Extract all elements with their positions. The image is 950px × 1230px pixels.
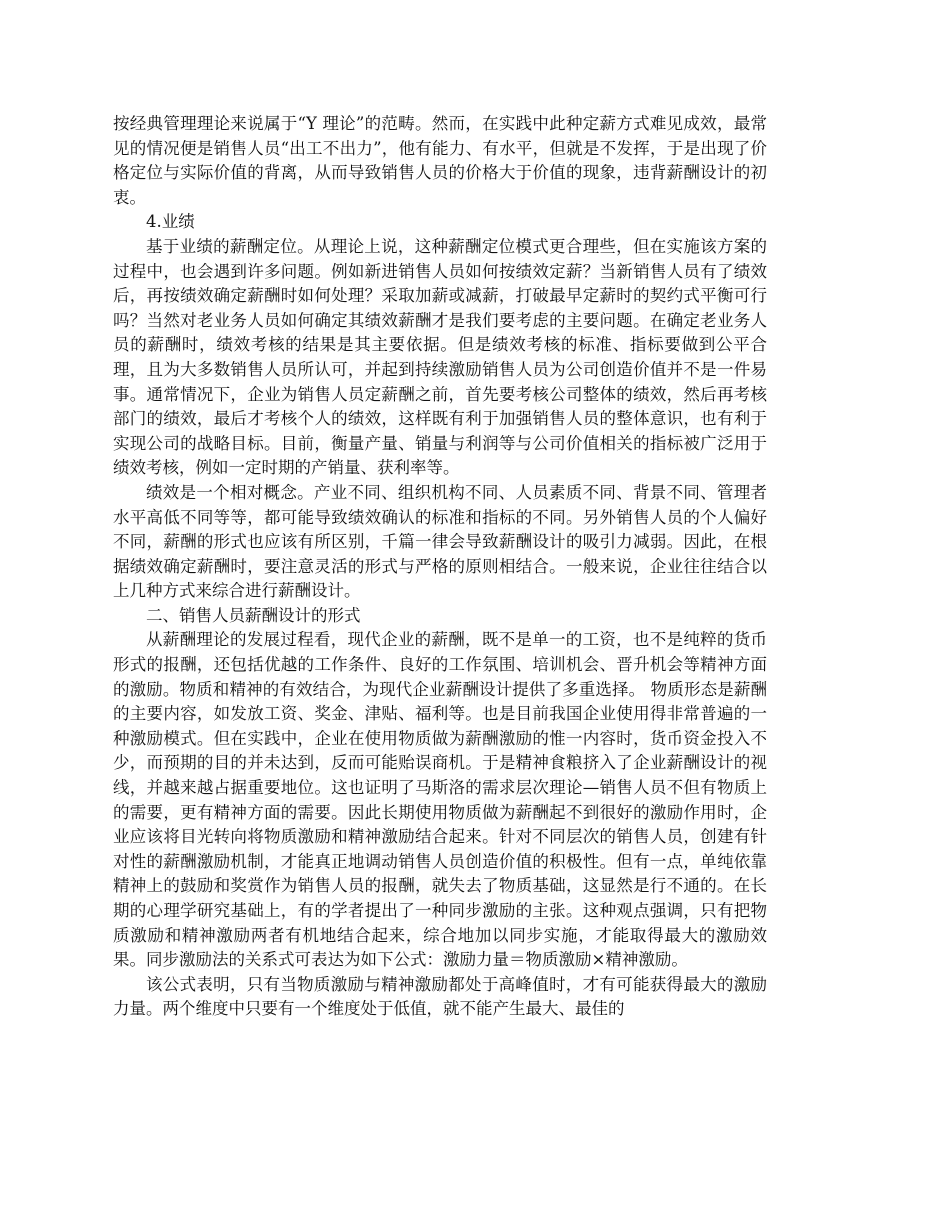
paragraph-formula-explanation: 该公式表明，只有当物质激励与精神激励都处于高峰值时，才有可能获得最大的激励力量。两个维度中只要有一个维度处于低值，就不能产生最大、最佳的 (113, 974, 767, 1019)
section-heading-performance: 4.业绩 (146, 212, 195, 232)
paragraph-performance-pricing: 基于业绩的薪酬定位。从理论上说，这种薪酬定位模式更合理些，但在实施该方案的过程中，也会遇到许多问题。例如新进销售人员如何按绩效定薪？当新销售人员有了绩效后，再按绩效确定薪酬时如何处理？采取加薪或减薪，打破最早定薪时的契约式平衡可行吗？当然对老业务人员如何确定其绩效薪酬才是我们要考虑的主要问题。在确定老业务人员的薪酬时，绩效考核的结果是其主要依据。但是绩效考核的标准、指标要做到公平合理，且为大多数销售人员所认可，并起到持续激励销售人员为公司创造价值并不是一件易事。通常情况下，企业为销售人员定薪酬之前，首先要考核公司整体的绩效，然后再考核部门的绩效，最后才考核个人的绩效，这样既有利于加强销售人员的整体意识，也有利于实现公司的战略目标。目前，衡量产量、销量与利润等与公司价值相关的指标被广泛用于绩效考核，例如一定时期的产销量、获利率等。 (113, 236, 767, 478)
document-page (113, 112, 767, 1022)
paragraph-relative-concept: 绩效是一个相对概念。产业不同、组织机构不同、人员素质不同、背景不同、管理者水平高低不同等等，都可能导致绩效确认的标准和指标的不同。另外销售人员的个人偏好不同，薪酬的形式也应该有所区别，千篇一律会导致薪酬设计的吸引力减弱。因此，在根据绩效确定薪酬时，要注意灵活的形式与严格的原则相结合。一般来说，企业往往结合以上几种方式来综合进行薪酬设计。 (113, 482, 767, 601)
section-heading-salary-forms: 二、销售人员薪酬设计的形式 (146, 605, 361, 625)
paragraph-salary-theory: 从薪酬理论的发展过程看，现代企业的薪酬，既不是单一的工资，也不是纯粹的货币形式的报酬，还包括优越的工作条件、良好的工作氛围、培训机会、晋升机会等精神方面的激励。物质和精神的有效结合，为现代企业薪酬设计提供了多重选择。 物质形态是薪酬的主要内容，如发放工资、奖金、津贴、福利等。也是目前我国企业使用得非常普遍的一种激励模式。但在实践中，企业在使用物质做为薪酬激励的惟一内容时，货币资金投入不少，而预期的目的并未达到，反而可能贻误商机。于是精神食粮挤入了企业薪酬设计的视线，并越来越占据重要地位。这也证明了马斯洛的需求层次理论—销售人员不但有物质上的需要，更有精神方面的需要。因此长期使用物质做为薪酬起不到很好的激励作用时，企业应该将目光转向将物质激励和精神激励结合起来。针对不同层次的销售人员，创建有针对性的薪酬激励机制，才能真正地调动销售人员创造价值的积极性。但有一点，单纯依靠精神上的鼓励和奖赏作为销售人员的报酬，就失去了物质基础，这显然是行不通的。在长期的心理学研究基础上，有的学者提出了一种同步激励的主张。这种观点强调，只有把物质激励和精神激励两者有机地结合起来，综合地加以同步实施，才能取得最大的激励效果。同步激励法的关系式可表达为如下公式：激励力量＝物质激励×精神激励。 (113, 630, 767, 970)
paragraph-continuation: 按经典管理理论来说属于“Y 理论”的范畴。然而，在实践中此种定薪方式难见成效，最常见的情况便是销售人员“出工不出力”，他有能力、有水平，但就是不发挥，于是出现了价格定位与实际价值的背离，从而导致销售人员的价格大于价值的现象，违背薪酬设计的初衷。 (113, 114, 767, 207)
